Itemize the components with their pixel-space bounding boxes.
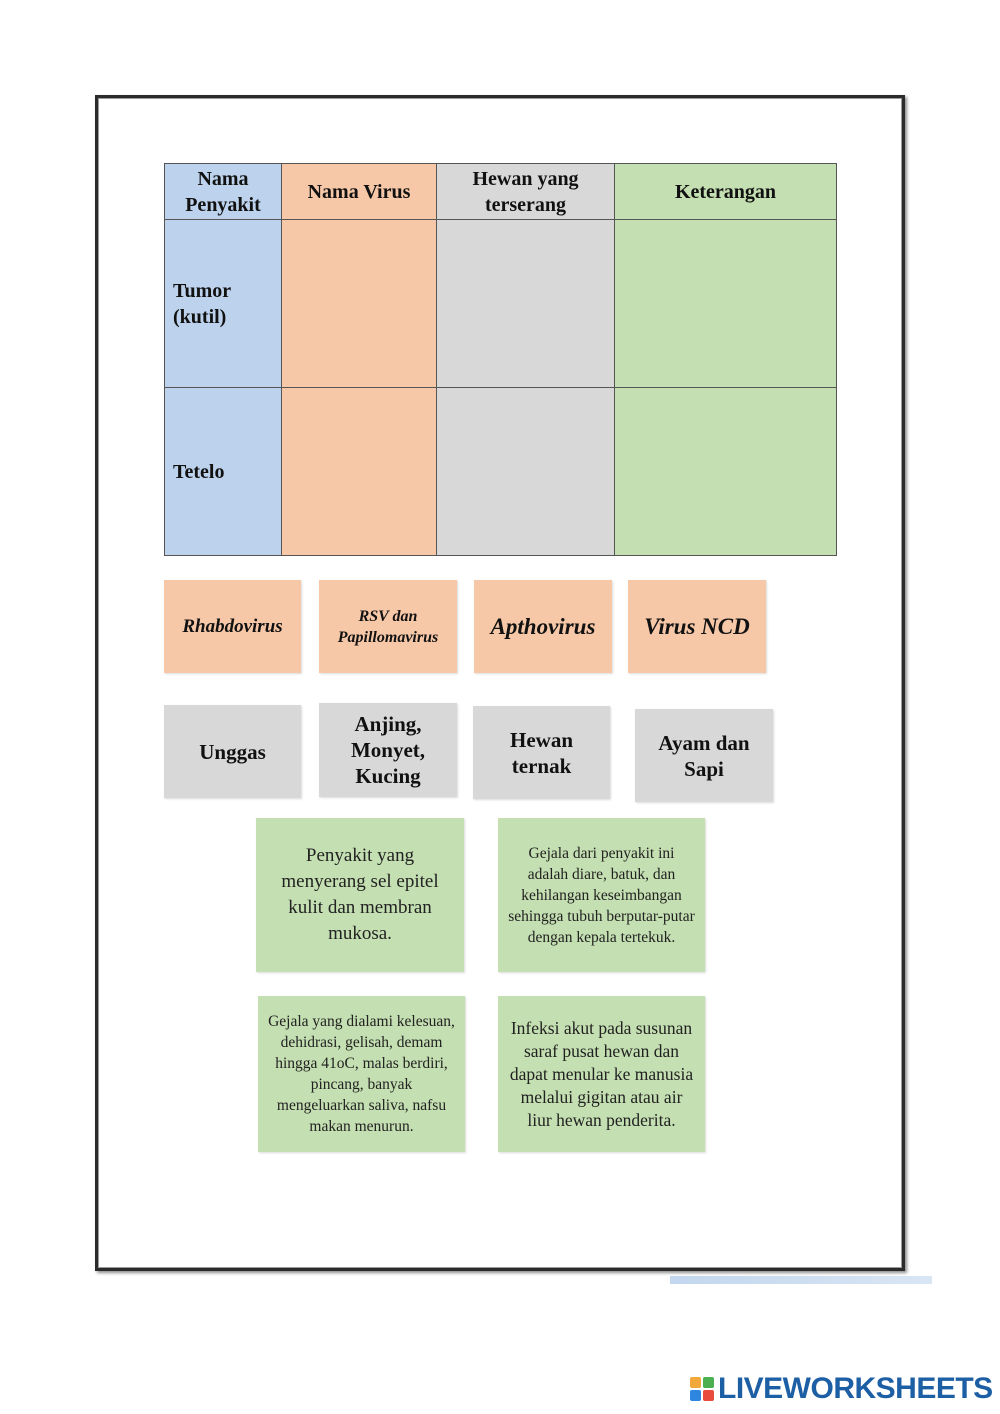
drop-zone-virus-tetelo[interactable] (282, 388, 437, 556)
desc-card-gejala-kelesuan[interactable]: Gejala yang dialami kelesuan, dehidrasi, gelisah, demam hingga 41oC, malas berdiri, pincang, banyak mengeluarkan saliva, nafsu makan menurun. (258, 996, 465, 1152)
drop-zone-hewan-tumor[interactable] (437, 220, 615, 388)
table-row (165, 220, 837, 388)
disease-table (164, 163, 837, 556)
animal-card-unggas[interactable]: Unggas (164, 705, 301, 798)
header-hewan-terserang: Hewan yang terserang (437, 164, 615, 220)
desc-card-gejala-diare[interactable]: Gejala dari penyakit ini adalah diare, batuk, dan kehilangan keseimbangan sehingga tubuh berputar-putar dengan kepala tertekuk. (498, 818, 705, 972)
animal-card-anjing-monyet-kucing[interactable]: Anjing, Monyet, Kucing (319, 703, 457, 797)
animal-card-ayam-sapi[interactable]: Ayam dan Sapi (635, 709, 773, 802)
virus-card-ncd[interactable]: Virus NCD (628, 580, 766, 673)
drop-zone-hewan-tetelo[interactable] (437, 388, 615, 556)
header-keterangan: Keterangan (615, 164, 837, 220)
row-label-tumor: Tumor (kutil) (165, 220, 282, 388)
desc-card-epitel[interactable]: Penyakit yang menyerang sel epitel kulit dan membran mukosa. (256, 818, 464, 972)
liveworksheets-brand (690, 1372, 993, 1406)
desc-card-infeksi-saraf[interactable]: Infeksi akut pada susunan saraf pusat hewan dan dapat menular ke manusia melalui gigitan atau air liur hewan penderita. (498, 996, 705, 1152)
header-nama-virus: Nama Virus (282, 164, 437, 220)
faded-watermark (670, 1276, 932, 1284)
animal-card-hewan-ternak[interactable]: Hewan ternak (473, 706, 610, 799)
drop-zone-keterangan-tetelo[interactable] (615, 388, 837, 556)
virus-card-rhabdovirus[interactable]: Rhabdovirus (164, 580, 301, 673)
virus-card-rsv-papilloma[interactable]: RSV dan Papillomavirus (319, 580, 457, 673)
drop-zone-virus-tumor[interactable] (282, 220, 437, 388)
drop-zone-keterangan-tumor[interactable] (615, 220, 837, 388)
brand-name: LIVEWORKSHEETS (718, 1372, 993, 1405)
liveworksheets-logo-icon (690, 1377, 714, 1401)
table-header-row (165, 164, 837, 220)
virus-card-apthovirus[interactable]: Apthovirus (474, 580, 612, 673)
table-row (165, 388, 837, 556)
header-nama-penyakit: Nama Penyakit (165, 164, 282, 220)
row-label-tetelo: Tetelo (165, 388, 282, 556)
